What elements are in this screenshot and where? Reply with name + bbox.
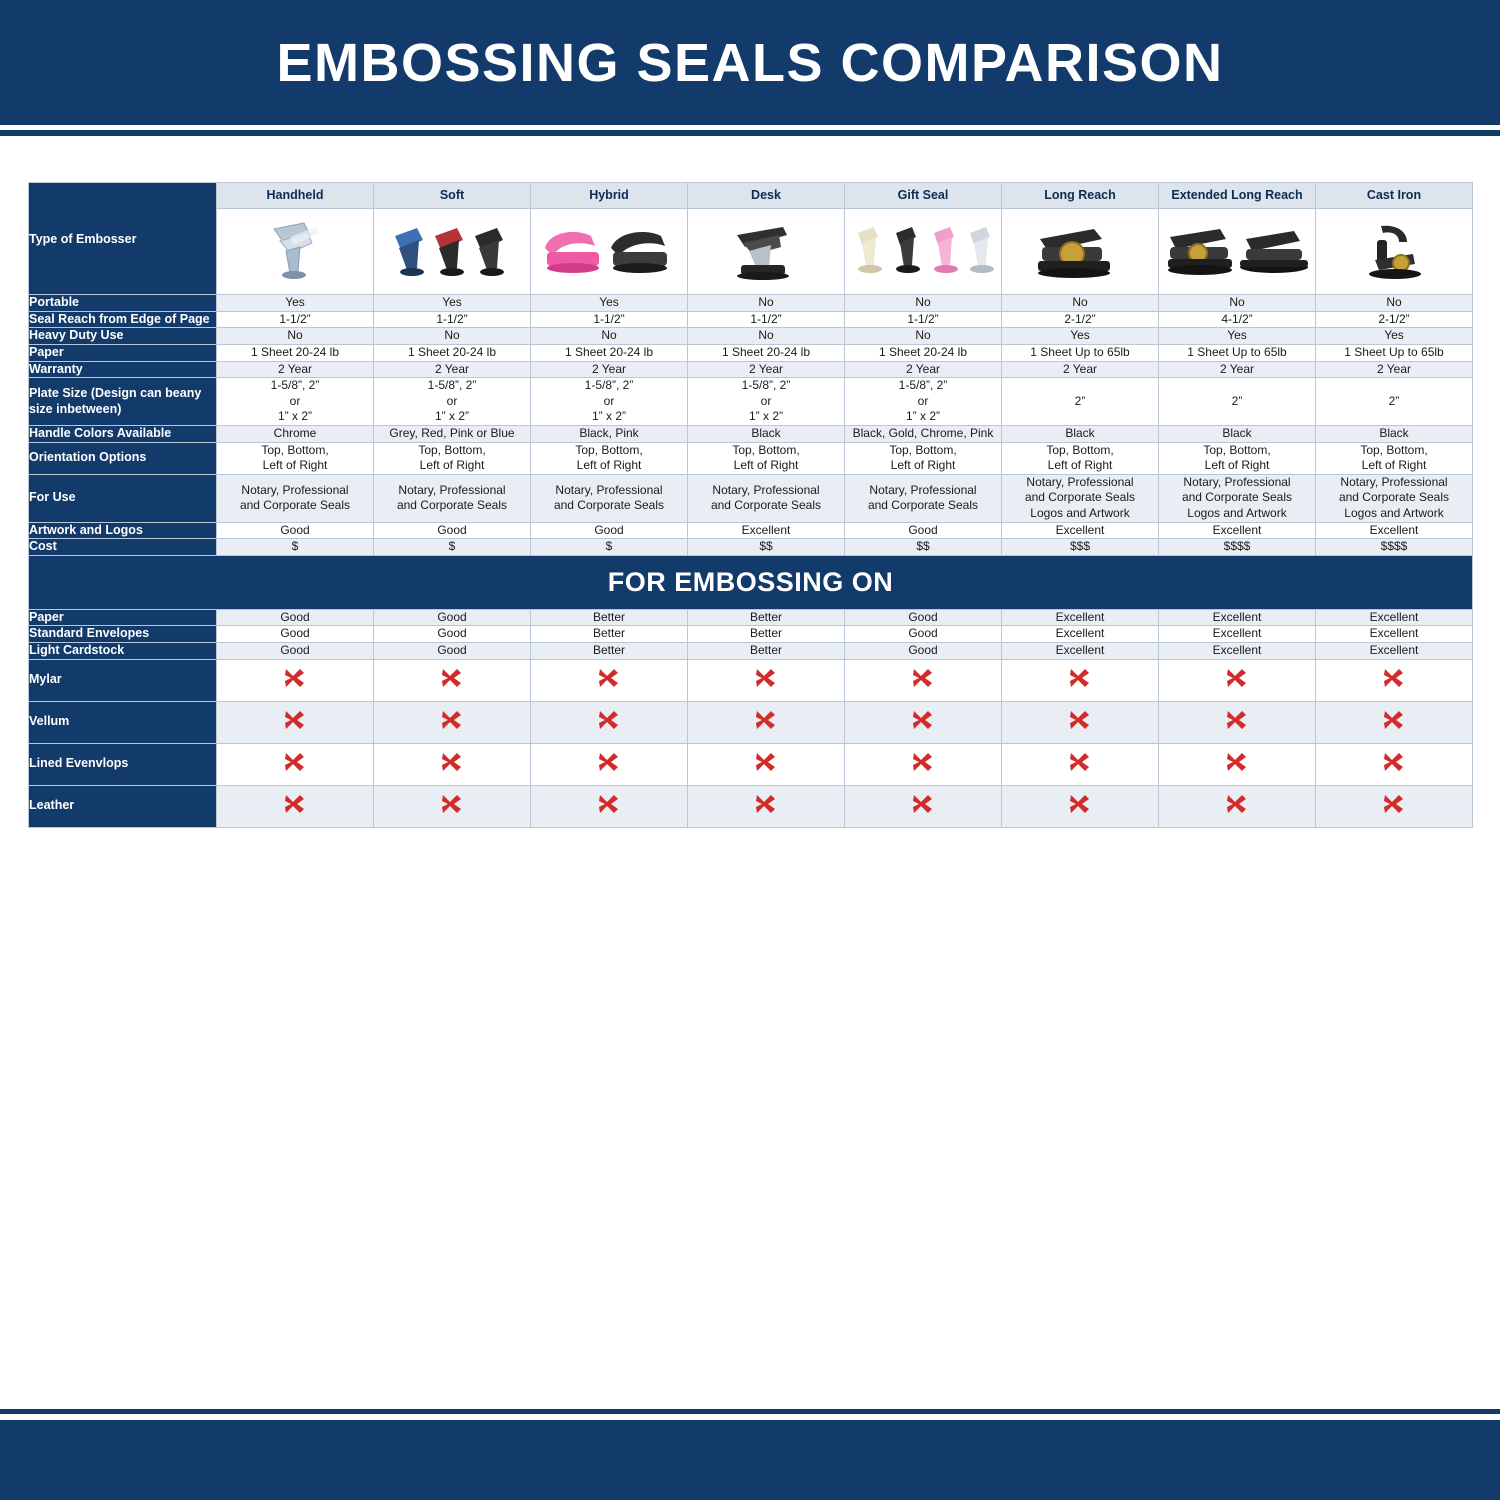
cell: No <box>845 295 1002 312</box>
table-header-row <box>29 183 1473 209</box>
cell: 1 Sheet Up to 65lb <box>1002 344 1159 361</box>
cell: Black <box>688 425 845 442</box>
table-row <box>29 539 1473 556</box>
not-supported-icon <box>217 701 374 743</box>
cell: Top, Bottom, Left of Right <box>1159 442 1316 474</box>
row-label-handle-colors-available: Handle Colors Available <box>29 425 217 442</box>
not-supported-icon <box>845 701 1002 743</box>
section-banner-row <box>29 555 1473 609</box>
not-supported-icon <box>1316 701 1473 743</box>
not-supported-icon <box>374 743 531 785</box>
row-label-heavy-duty-use: Heavy Duty Use <box>29 328 217 345</box>
cell: Yes <box>1159 328 1316 345</box>
column-header-cast-iron: Cast Iron <box>1316 183 1473 209</box>
cell: 2” <box>1316 378 1473 426</box>
cell: 1-1/2” <box>374 311 531 328</box>
not-supported-icon <box>374 785 531 827</box>
cell: No <box>1002 295 1159 312</box>
row-label-standard-envelopes: Standard Envelopes <box>29 626 217 643</box>
not-supported-icon <box>1002 785 1159 827</box>
cell: 2 Year <box>217 361 374 378</box>
column-header-hybrid: Hybrid <box>531 183 688 209</box>
table-row <box>29 785 1473 827</box>
table-row <box>29 378 1473 426</box>
cell: Notary, Professional and Corporate Seals <box>531 474 688 522</box>
cast-iron-embosser-icon <box>1316 209 1473 295</box>
cell: Black <box>1002 425 1159 442</box>
section-banner: FOR EMBOSSING ON <box>29 555 1473 609</box>
cell: 2 Year <box>1159 361 1316 378</box>
cell: 2-1/2” <box>1002 311 1159 328</box>
not-supported-icon <box>1159 701 1316 743</box>
cell: Excellent <box>1159 609 1316 626</box>
cell: $$ <box>688 539 845 556</box>
cell: Good <box>845 626 1002 643</box>
cell: 1-5/8”, 2” or 1” x 2” <box>845 378 1002 426</box>
not-supported-icon <box>217 743 374 785</box>
not-supported-icon <box>1002 743 1159 785</box>
cell: Excellent <box>688 522 845 539</box>
cell: 2 Year <box>845 361 1002 378</box>
table-row <box>29 311 1473 328</box>
cell: 1 Sheet 20-24 lb <box>531 344 688 361</box>
cell: Excellent <box>1316 643 1473 660</box>
comparison-table <box>28 182 1473 828</box>
not-supported-icon <box>1316 743 1473 785</box>
cell: No <box>688 295 845 312</box>
cell: Excellent <box>1159 522 1316 539</box>
gift-seal-embosser-icon <box>845 209 1002 295</box>
cell: Better <box>531 626 688 643</box>
cell: 1 Sheet 20-24 lb <box>845 344 1002 361</box>
cell: 4-1/2” <box>1159 311 1316 328</box>
table-row <box>29 474 1473 522</box>
row-label-warranty: Warranty <box>29 361 217 378</box>
long-reach-embosser-icon <box>1002 209 1159 295</box>
cell: Excellent <box>1002 522 1159 539</box>
column-header-long-reach: Long Reach <box>1002 183 1159 209</box>
table-row <box>29 643 1473 660</box>
row-label-plate-size-design-can-beany-size-inbetween: Plate Size (Design can beany size inbetween) <box>29 378 217 426</box>
cell: Excellent <box>1159 643 1316 660</box>
cell: Good <box>845 522 1002 539</box>
not-supported-icon <box>688 785 845 827</box>
cell: Top, Bottom, Left of Right <box>531 442 688 474</box>
cell: No <box>1316 295 1473 312</box>
cell: Notary, Professional and Corporate Seals <box>845 474 1002 522</box>
cell: Yes <box>1002 328 1159 345</box>
not-supported-icon <box>531 743 688 785</box>
cell: $$ <box>845 539 1002 556</box>
cell: $ <box>531 539 688 556</box>
desk-embosser-icon <box>688 209 845 295</box>
cell: Top, Bottom, Left of Right <box>374 442 531 474</box>
cell: 1-1/2” <box>531 311 688 328</box>
hybrid-embosser-icon <box>531 209 688 295</box>
row-label-orientation-options: Orientation Options <box>29 442 217 474</box>
cell: Black <box>1316 425 1473 442</box>
cell: Top, Bottom, Left of Right <box>217 442 374 474</box>
cell: Yes <box>217 295 374 312</box>
header-rule <box>0 130 1500 136</box>
table-row <box>29 328 1473 345</box>
cell: Top, Bottom, Left of Right <box>688 442 845 474</box>
cell: Better <box>531 609 688 626</box>
cell: 1-1/2” <box>217 311 374 328</box>
embosser-image-row <box>29 209 1473 295</box>
column-header-gift-seal: Gift Seal <box>845 183 1002 209</box>
not-supported-icon <box>1159 743 1316 785</box>
not-supported-icon <box>1316 659 1473 701</box>
cell: Notary, Professional and Corporate Seals Logos and Artwork <box>1002 474 1159 522</box>
cell: No <box>688 328 845 345</box>
not-supported-icon <box>688 659 845 701</box>
not-supported-icon <box>688 701 845 743</box>
row-label-lined-evenvlops: Lined Evenvlops <box>29 743 217 785</box>
not-supported-icon <box>1002 701 1159 743</box>
not-supported-icon <box>1159 659 1316 701</box>
table-row <box>29 344 1473 361</box>
cell: Yes <box>1316 328 1473 345</box>
soft-embosser-icon <box>374 209 531 295</box>
column-header-soft: Soft <box>374 183 531 209</box>
table-row <box>29 659 1473 701</box>
cell: $$$$ <box>1159 539 1316 556</box>
not-supported-icon <box>531 785 688 827</box>
footer-rule <box>0 1409 1500 1414</box>
row-label-leather: Leather <box>29 785 217 827</box>
cell: Good <box>374 626 531 643</box>
not-supported-icon <box>845 785 1002 827</box>
cell: Black, Pink <box>531 425 688 442</box>
corner-label: Type of Embosser <box>29 183 217 295</box>
cell: No <box>1159 295 1316 312</box>
cell: Good <box>217 643 374 660</box>
cell: Excellent <box>1002 609 1159 626</box>
cell: Notary, Professional and Corporate Seals <box>688 474 845 522</box>
cell: Yes <box>531 295 688 312</box>
cell: Excellent <box>1002 643 1159 660</box>
cell: Top, Bottom, Left of Right <box>1316 442 1473 474</box>
table-row <box>29 522 1473 539</box>
cell: Good <box>217 522 374 539</box>
row-label-paper: Paper <box>29 609 217 626</box>
column-header-desk: Desk <box>688 183 845 209</box>
cell: Good <box>531 522 688 539</box>
cell: 2 Year <box>688 361 845 378</box>
not-supported-icon <box>845 743 1002 785</box>
row-label-for-use: For Use <box>29 474 217 522</box>
table-row <box>29 626 1473 643</box>
cell: Excellent <box>1316 626 1473 643</box>
not-supported-icon <box>217 785 374 827</box>
cell: $$$$ <box>1316 539 1473 556</box>
not-supported-icon <box>688 743 845 785</box>
cell: No <box>845 328 1002 345</box>
cell: 2 Year <box>1002 361 1159 378</box>
cell: Good <box>845 643 1002 660</box>
not-supported-icon <box>217 659 374 701</box>
cell: Grey, Red, Pink or Blue <box>374 425 531 442</box>
cell: $ <box>217 539 374 556</box>
cell: 2 Year <box>531 361 688 378</box>
cell: Excellent <box>1316 522 1473 539</box>
column-header-handheld: Handheld <box>217 183 374 209</box>
row-label-light-cardstock: Light Cardstock <box>29 643 217 660</box>
cell: Yes <box>374 295 531 312</box>
cell: $ <box>374 539 531 556</box>
cell: Black, Gold, Chrome, Pink <box>845 425 1002 442</box>
cell: 1-5/8”, 2” or 1” x 2” <box>217 378 374 426</box>
table-row <box>29 425 1473 442</box>
cell: $$$ <box>1002 539 1159 556</box>
cell: Better <box>531 643 688 660</box>
row-label-paper: Paper <box>29 344 217 361</box>
table-row <box>29 361 1473 378</box>
not-supported-icon <box>531 659 688 701</box>
cell: 1 Sheet 20-24 lb <box>688 344 845 361</box>
row-label-vellum: Vellum <box>29 701 217 743</box>
cell: 1 Sheet Up to 65lb <box>1316 344 1473 361</box>
cell: 1-1/2” <box>688 311 845 328</box>
cell: 1-1/2” <box>845 311 1002 328</box>
cell: Better <box>688 626 845 643</box>
cell: Better <box>688 643 845 660</box>
row-label-cost: Cost <box>29 539 217 556</box>
not-supported-icon <box>374 659 531 701</box>
not-supported-icon <box>1002 659 1159 701</box>
cell: 2 Year <box>374 361 531 378</box>
extended-long-reach-embosser-icon <box>1159 209 1316 295</box>
cell: Good <box>374 643 531 660</box>
cell: Black <box>1159 425 1316 442</box>
cell: Notary, Professional and Corporate Seals <box>374 474 531 522</box>
cell: 1 Sheet 20-24 lb <box>374 344 531 361</box>
cell: 1-5/8”, 2” or 1” x 2” <box>374 378 531 426</box>
row-label-portable: Portable <box>29 295 217 312</box>
cell: 2-1/2” <box>1316 311 1473 328</box>
cell: Excellent <box>1002 626 1159 643</box>
cell: Excellent <box>1159 626 1316 643</box>
cell: Notary, Professional and Corporate Seals Logos and Artwork <box>1316 474 1473 522</box>
cell: No <box>374 328 531 345</box>
cell: Notary, Professional and Corporate Seals <box>217 474 374 522</box>
cell: Good <box>374 522 531 539</box>
cell: 1-5/8”, 2” or 1” x 2” <box>688 378 845 426</box>
row-label-mylar: Mylar <box>29 659 217 701</box>
cell: Better <box>688 609 845 626</box>
footer-band <box>0 1420 1500 1500</box>
cell: Good <box>845 609 1002 626</box>
table-row <box>29 743 1473 785</box>
row-label-artwork-and-logos: Artwork and Logos <box>29 522 217 539</box>
table-row <box>29 701 1473 743</box>
cell: Good <box>217 609 374 626</box>
cell: No <box>531 328 688 345</box>
not-supported-icon <box>1159 785 1316 827</box>
not-supported-icon <box>1316 785 1473 827</box>
page-title: EMBOSSING SEALS COMPARISON <box>276 32 1224 93</box>
row-label-seal-reach-from-edge-of-page: Seal Reach from Edge of Page <box>29 311 217 328</box>
cell: Top, Bottom, Left of Right <box>1002 442 1159 474</box>
cell: Chrome <box>217 425 374 442</box>
cell: Good <box>217 626 374 643</box>
cell: 1 Sheet Up to 65lb <box>1159 344 1316 361</box>
table-row <box>29 609 1473 626</box>
cell: Excellent <box>1316 609 1473 626</box>
cell: Good <box>374 609 531 626</box>
comparison-table-wrapper <box>28 182 1472 828</box>
cell: 1-5/8”, 2” or 1” x 2” <box>531 378 688 426</box>
cell: 2” <box>1002 378 1159 426</box>
cell: Top, Bottom, Left of Right <box>845 442 1002 474</box>
cell: Notary, Professional and Corporate Seals Logos and Artwork <box>1159 474 1316 522</box>
not-supported-icon <box>845 659 1002 701</box>
cell: 2 Year <box>1316 361 1473 378</box>
cell: 2” <box>1159 378 1316 426</box>
handheld-embosser-icon <box>217 209 374 295</box>
column-header-extended-long-reach: Extended Long Reach <box>1159 183 1316 209</box>
table-row <box>29 442 1473 474</box>
cell: No <box>217 328 374 345</box>
not-supported-icon <box>374 701 531 743</box>
table-row <box>29 295 1473 312</box>
cell: 1 Sheet 20-24 lb <box>217 344 374 361</box>
not-supported-icon <box>531 701 688 743</box>
